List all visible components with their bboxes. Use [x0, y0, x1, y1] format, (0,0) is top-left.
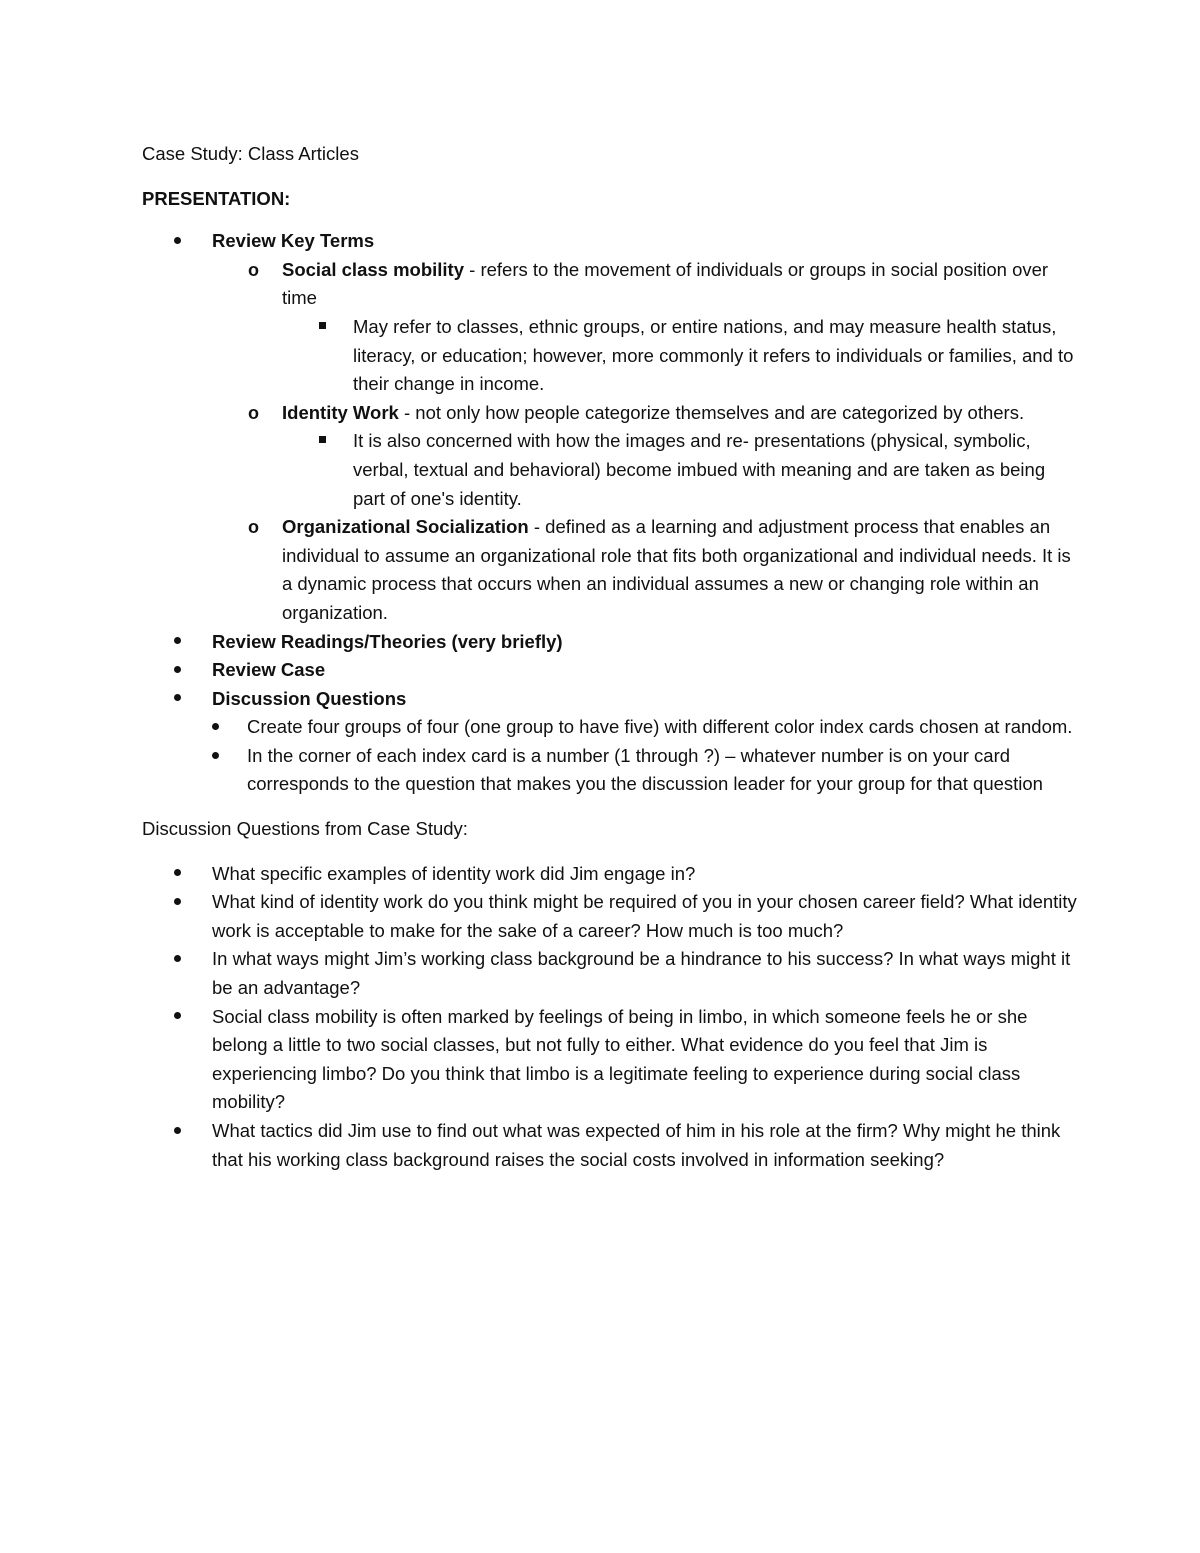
discussion-questions-heading: Discussion Questions from Case Study: [142, 818, 468, 840]
bullet-icon [174, 685, 181, 714]
o-bullet-icon: o [248, 402, 259, 423]
o-bullet-icon: o [248, 259, 259, 280]
discussion-questions-list [142, 860, 1082, 1175]
list-item-review-case: Review Case [142, 656, 1082, 685]
bullet-icon [174, 888, 181, 917]
list-item-question: What tactics did Jim use to find out what was expected of him in his role at the firm? Why might he think that his working class background raises the social costs involved in information seeking? [142, 1117, 1082, 1174]
square-bullet-icon [319, 427, 326, 456]
bullet-icon [174, 227, 181, 256]
list-item-question: Social class mobility is often marked by feelings of being in limbo, in which someone feels he or she belong a little to two social classes, but not fully to either. What evidence do you feel that Jim is experiencing limbo? Do you think that limbo is a legitimate feeling to experience during social class mobility? [142, 1003, 1082, 1117]
bullet-icon [174, 1003, 181, 1032]
discussion-instruction: In the corner of each index card is a number (1 through ?) – whatever number is on your card corresponds to the question that makes you the discussion leader for your group for that question [142, 742, 1082, 799]
term-social-class-mobility [142, 256, 1082, 313]
term-identity-work [142, 399, 1082, 428]
bullet-icon [174, 628, 181, 657]
o-bullet-icon: o [248, 517, 259, 538]
list-item-question: In what ways might Jim’s working class background be a hindrance to his success? In what ways might it be an advantage? [142, 945, 1082, 1002]
document-body [142, 140, 1082, 1174]
presentation-label: PRESENTATION: [142, 187, 291, 209]
document-title: Case Study: Class Articles [142, 143, 359, 164]
term-name: Social class mobility [282, 258, 464, 280]
bullet-icon [212, 742, 219, 771]
list-item-discussion-questions: Discussion Questions [142, 685, 1082, 714]
presentation-list [142, 227, 1082, 799]
term-definition: - not only how people categorize themselves and are categorized by others. [398, 401, 1025, 423]
term-detail: It is also concerned with how the images and re- presentations (physical, symbolic, verbal, textual and behavioral) become imbued with meaning and are taken as being part of one's identity. [142, 427, 1082, 513]
list-item-review-readings: Review Readings/Theories (very briefly) [142, 628, 1082, 657]
bullet-icon [174, 1117, 181, 1146]
list-item-question: What kind of identity work do you think might be required of you in your chosen career field? What identity work is acceptable to make for the sake of a career? How much is too much? [142, 888, 1082, 945]
list-item-question: What specific examples of identity work did Jim engage in? [142, 860, 1082, 889]
bullet-icon [174, 860, 181, 889]
term-name: Organizational Socialization [282, 516, 529, 538]
bullet-icon [174, 656, 181, 685]
bullet-icon [174, 945, 181, 974]
discussion-instruction: Create four groups of four (one group to have five) with different color index cards chosen at random. [142, 713, 1082, 742]
bullet-icon [212, 713, 219, 742]
term-organizational-socialization [142, 513, 1082, 627]
term-definition: - defined as a learning and adjustment process that enables an individual to assume an organizational role that fits both organizational and individual needs. It is a dynamic process that occurs when an individual assumes a new or changing role within an organization. [282, 516, 1071, 623]
term-name: Identity Work [282, 401, 399, 423]
term-detail: May refer to classes, ethnic groups, or entire nations, and may measure health status, literacy, or education; however, more commonly it refers to individuals or families, and to their change in income. [142, 313, 1082, 399]
term-definition: - refers to the movement of individuals or groups in social position over time [282, 258, 1049, 309]
list-item-review-key-terms: Review Key Terms [142, 227, 1082, 256]
square-bullet-icon [319, 313, 326, 342]
